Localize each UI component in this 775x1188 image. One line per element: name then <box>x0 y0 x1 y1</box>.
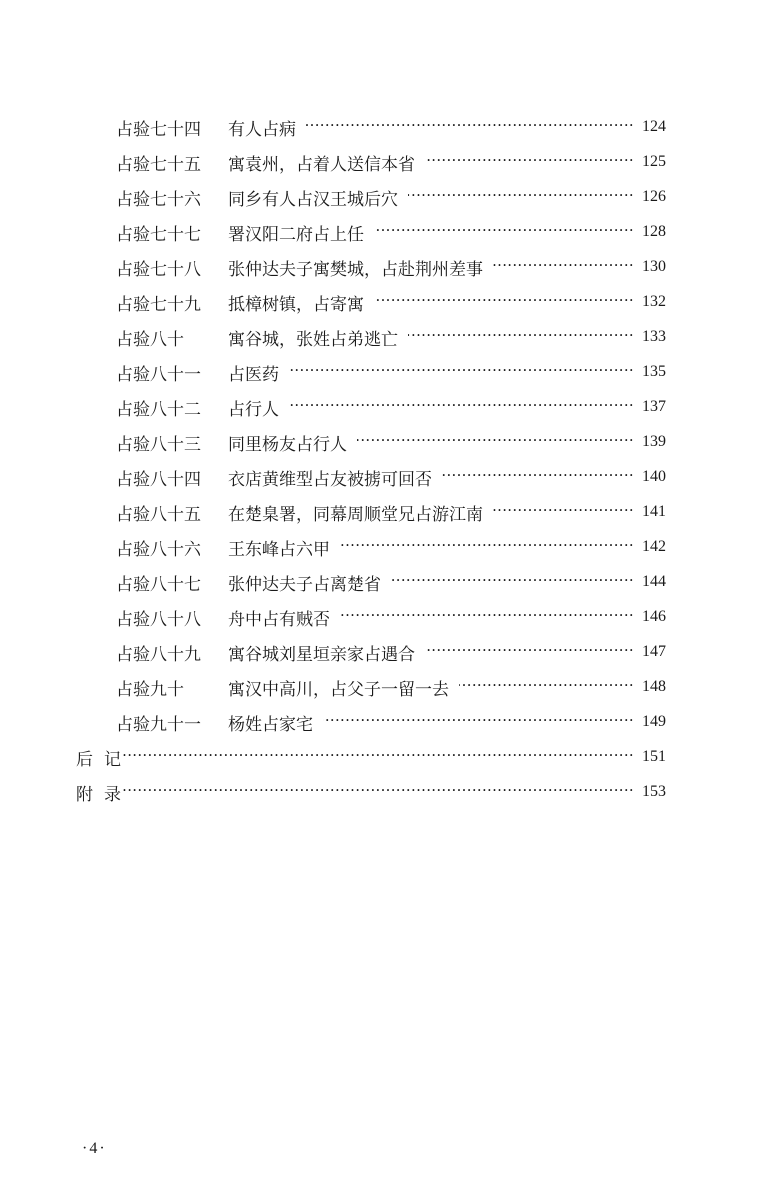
toc-entry <box>116 288 666 316</box>
entry-number: 占验七十九 <box>116 294 201 315</box>
entry-title: 占医药 <box>228 364 279 385</box>
toc-entry <box>116 498 666 526</box>
dot-leader <box>121 778 634 806</box>
toc-entry <box>116 393 666 421</box>
toc-entry <box>116 568 666 596</box>
entry-title: 王东峰占六甲 <box>228 539 330 560</box>
dot-leader <box>289 393 634 421</box>
entry-page: 126 <box>642 188 666 205</box>
entry-title: 有人占病 <box>228 119 296 140</box>
entry-page: 148 <box>642 678 666 695</box>
section-label-second: 录 <box>104 784 121 805</box>
dot-leader <box>408 323 634 351</box>
dot-leader <box>121 743 634 771</box>
section-label-second: 记 <box>104 749 121 770</box>
entry-number: 占验八十一 <box>116 364 201 385</box>
entry-page: 142 <box>642 538 666 555</box>
entry-title: 杨姓占家宅 <box>228 714 313 735</box>
entry-page: 141 <box>642 503 666 520</box>
entry-title: 抵樟树镇，占寄寓 <box>228 294 364 315</box>
dot-leader <box>425 638 634 666</box>
entry-number: 占验七十五 <box>116 154 201 175</box>
toc-section-afterword <box>76 743 666 771</box>
dot-leader <box>493 253 634 281</box>
entry-title: 舟中占有贼否 <box>228 609 330 630</box>
entry-number: 占验八十八 <box>116 609 201 630</box>
dot-leader <box>408 183 634 211</box>
entry-number: 占验八十五 <box>116 504 201 525</box>
entry-number: 占验八十 <box>116 329 184 350</box>
entry-title: 寓袁州，占着人送信本省 <box>228 154 415 175</box>
page-number: ·4· <box>82 1140 107 1157</box>
dot-leader <box>459 673 634 701</box>
dot-leader <box>306 113 634 141</box>
entry-number: 占验九十一 <box>116 714 201 735</box>
entry-number: 占验八十九 <box>116 644 201 665</box>
dot-leader <box>340 603 634 631</box>
entry-page: 130 <box>642 258 666 275</box>
entry-number: 占验七十八 <box>116 259 201 280</box>
toc-section-appendix <box>76 778 666 806</box>
dot-leader <box>442 463 634 491</box>
toc-entry <box>116 253 666 281</box>
dot-leader <box>374 288 634 316</box>
dot-leader <box>391 568 634 596</box>
dot-leader <box>493 498 634 526</box>
entry-title: 在楚臬署，同幕周顺堂兄占游江南 <box>228 504 483 525</box>
entry-page: 139 <box>642 433 666 450</box>
entry-title: 寓谷城，张姓占弟逃亡 <box>228 329 398 350</box>
entry-page: 146 <box>642 608 666 625</box>
toc-entry <box>116 428 666 456</box>
dot-leader <box>425 148 634 176</box>
entry-page: 144 <box>642 573 666 590</box>
toc-entry <box>116 358 666 386</box>
toc-entry <box>116 183 666 211</box>
entry-number: 占验九十 <box>116 679 184 700</box>
entry-title: 衣店黄维型占友被掳可回否 <box>228 469 432 490</box>
toc-entry <box>116 603 666 631</box>
toc-entry <box>116 148 666 176</box>
entry-page: 137 <box>642 398 666 415</box>
toc-entry <box>116 638 666 666</box>
entry-title: 占行人 <box>228 399 279 420</box>
toc-entry <box>116 463 666 491</box>
entry-title: 张仲达夫子寓樊城，占赴荆州差事 <box>228 259 483 280</box>
section-label-first: 附 <box>76 784 93 805</box>
entry-number: 占验八十二 <box>116 399 201 420</box>
entry-number: 占验八十七 <box>116 574 201 595</box>
toc-entry <box>116 673 666 701</box>
section-label-first: 后 <box>76 749 93 770</box>
entry-page: 147 <box>642 643 666 660</box>
entry-number: 占验八十三 <box>116 434 201 455</box>
toc-entry <box>116 113 666 141</box>
dot-leader <box>289 358 634 386</box>
dot-leader <box>374 218 634 246</box>
section-page: 153 <box>642 783 666 800</box>
entry-page: 140 <box>642 468 666 485</box>
toc-entry <box>116 708 666 736</box>
entry-number: 占验七十七 <box>116 224 201 245</box>
entry-page: 124 <box>642 118 666 135</box>
entry-page: 149 <box>642 713 666 730</box>
entry-number: 占验八十六 <box>116 539 201 560</box>
dot-leader <box>340 533 634 561</box>
entry-page: 125 <box>642 153 666 170</box>
entry-number: 占验八十四 <box>116 469 201 490</box>
entry-title: 署汉阳二府占上任 <box>228 224 364 245</box>
section-page: 151 <box>642 748 666 765</box>
entry-page: 135 <box>642 363 666 380</box>
entry-page: 132 <box>642 293 666 310</box>
entry-page: 133 <box>642 328 666 345</box>
toc-entry <box>116 323 666 351</box>
entry-title: 同乡有人占汉王城后穴 <box>228 189 398 210</box>
entry-title: 张仲达夫子占离楚省 <box>228 574 381 595</box>
entry-title: 同里杨友占行人 <box>228 434 347 455</box>
dot-leader <box>357 428 634 456</box>
dot-leader <box>323 708 634 736</box>
entry-title: 寓汉中高川，占父子一留一去 <box>228 679 449 700</box>
toc-entry <box>116 218 666 246</box>
entry-page: 128 <box>642 223 666 240</box>
entry-number: 占验七十四 <box>116 119 201 140</box>
entry-number: 占验七十六 <box>116 189 201 210</box>
toc-entry <box>116 533 666 561</box>
entry-title: 寓谷城刘星垣亲家占遇合 <box>228 644 415 665</box>
